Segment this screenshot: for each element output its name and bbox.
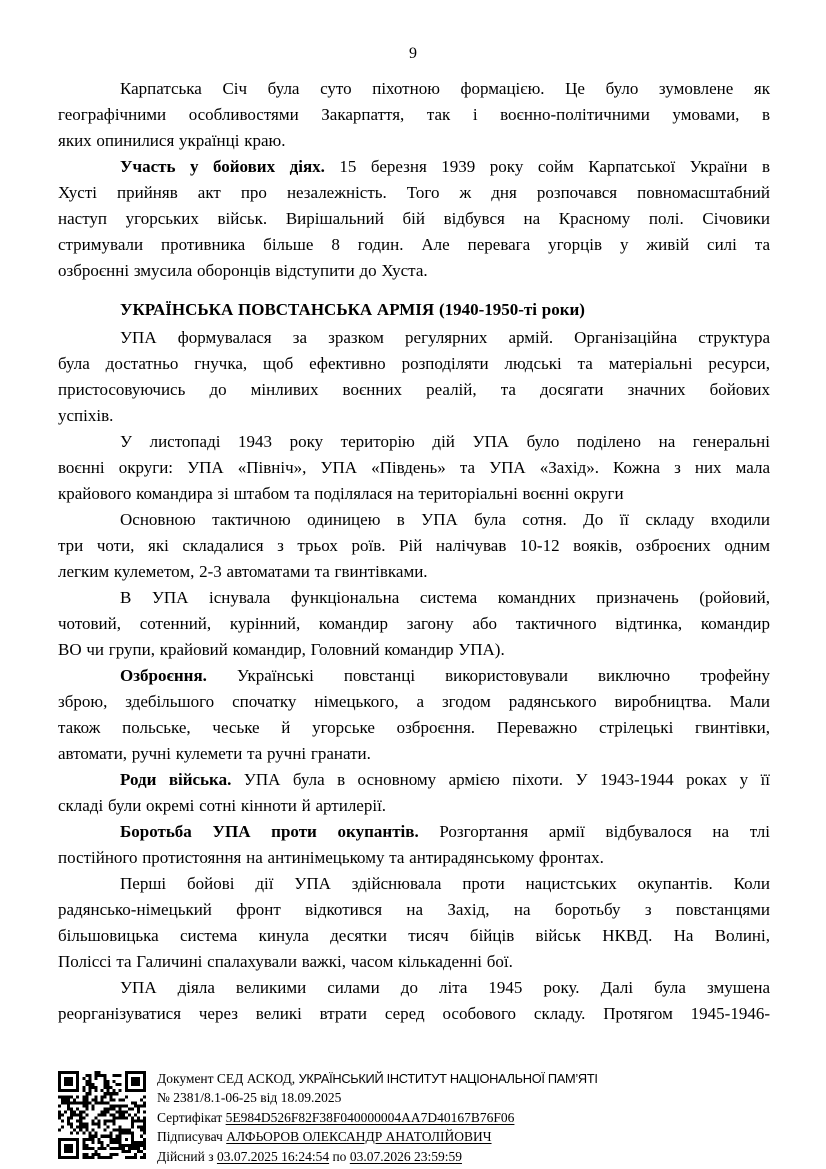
text-line: УПА формувалася за зразком регулярних армій. Організаційна структура	[120, 328, 770, 347]
text-line: стримували противника більше 8 годин. Але перевага угорців у живій силі та	[58, 235, 770, 254]
text-line: радянсько-німецький фронт відкотився на Захід, на боротьбу з повстанцями	[58, 900, 770, 919]
stamp-validity-line	[157, 1147, 598, 1166]
stamp-cert-value: 5E984D526F82F38F040000004AA7D40167B76F06	[225, 1109, 515, 1125]
text-line: воєнні округи: УПА «Північ», УПА «Південь» та УПА «Захід». Кожна з них мала	[58, 458, 770, 477]
paragraph	[58, 585, 770, 663]
text-line: У листопаді 1943 року територію дій УПА було поділено на генеральні	[120, 432, 770, 451]
stamp-doc-label: Документ СЕД АСКОД,	[157, 1071, 299, 1086]
document-body	[58, 76, 770, 1027]
paragraph	[58, 76, 770, 154]
text-line: реорганізуватися через великі втрати серед особового складу. Протягом 1945-1946-	[58, 1004, 770, 1023]
paragraph	[58, 507, 770, 585]
stamp-valid-separator: по	[329, 1148, 350, 1164]
text-line: яких опинилися українці краю.	[58, 131, 286, 150]
digital-signature-stamp	[58, 1068, 598, 1166]
text-line: Поліссі та Галичині спалахували важкі, часом кількаденні бої.	[58, 952, 513, 971]
section-heading: УКРАЇНСЬКА ПОВСТАНСЬКА АРМІЯ (1940-1950-ті роки)	[120, 300, 585, 319]
paragraph	[58, 767, 770, 819]
text-line: В УПА існувала функціональна система командних призначень (ройовий,	[120, 588, 770, 607]
text-line: Участь у бойових діях. 15 березня 1939 року сойм Карпатської України в	[120, 157, 770, 176]
text-line: Перші бойові дії УПА здійснювала проти нацистських окупантів. Коли	[120, 874, 770, 893]
paragraph	[58, 154, 770, 284]
stamp-signer-label: Підписувач	[157, 1129, 227, 1145]
qr-code	[58, 1071, 146, 1159]
stamp-signer-line	[157, 1127, 598, 1146]
qr-code-image	[58, 1071, 146, 1159]
stamp-number-line: № 2381/8.1-06-25 від 18.09.2025	[157, 1090, 342, 1106]
text-line: складі були окремі сотні кінноти й артилерії.	[58, 796, 387, 815]
paragraph	[58, 871, 770, 975]
text-line: постійного протистояння на антинімецькому та антирадянському фронтах.	[58, 848, 604, 867]
text-line: пристосовуючись до мінливих воєнних реалій, та досягати значних бойових	[58, 380, 770, 399]
paragraph	[58, 663, 770, 767]
text-line: успіхів.	[58, 406, 114, 425]
paragraph-lead: Роди війська.	[120, 770, 232, 789]
text-line: легким кулеметом, 2-3 автоматами та гвинтівками.	[58, 562, 428, 581]
text-line: крайового командира зі штабом та поділялася на територіальні воєнні округи	[58, 484, 624, 503]
page-number: 9	[409, 45, 417, 62]
text-line: чотовий, сотенний, курінний, командир загону або тактичного відтинка, командир	[58, 614, 770, 633]
stamp-org-name: УКРАЇНСЬКИЙ ІНСТИТУТ НАЦІОНАЛЬНОЇ ПАМ’ЯТІ	[298, 1071, 598, 1086]
text-line: наступ угорських військ. Вирішальний бій відбувся на Красному полі. Січовики	[58, 209, 770, 228]
text-line: Озброєння. Українські повстанці використовували виключно трофейну	[120, 666, 770, 685]
text-line: Основною тактичною одиницею в УПА була сотня. До її складу входили	[120, 510, 770, 529]
text-line: також польське, чеське й угорське озброєння. Переважно стрілецькі гвинтівки,	[58, 718, 770, 737]
paragraph-lead: Боротьба УПА проти окупантів.	[120, 822, 419, 841]
paragraph-lead: Озброєння.	[120, 666, 207, 685]
stamp-valid-label: Дійсний з	[157, 1148, 217, 1164]
text-line: зброю, здебільшого спочатку німецького, а згодом радянського виробництва. Мали	[58, 692, 770, 711]
text-line: ВО чи групи, крайовий командир, Головний командир УПА).	[58, 640, 505, 659]
paragraph-lead: Участь у бойових діях.	[120, 157, 325, 176]
stamp-text	[157, 1068, 598, 1166]
text-line: більшовицька система кинула десятки тисяч бійців військ НКВД. На Волині,	[58, 926, 770, 945]
text-line: Боротьба УПА проти окупантів. Розгортання армії відбувалося на тлі	[120, 822, 770, 841]
text-line: Роди війська. УПА була в основному армією піхоти. У 1943-1944 роках у її	[120, 770, 770, 789]
text-line: автомати, ручні кулемети та ручні гранати.	[58, 744, 371, 763]
stamp-certificate-line	[157, 1108, 598, 1127]
paragraph	[58, 429, 770, 507]
text-line: Карпатська Січ була суто піхотною формацією. Це було зумовлене як	[120, 79, 770, 98]
text-line: озброєнні змусила оборонців відступити до Хуста.	[58, 261, 428, 280]
text-line: географічними особливостями Закарпаття, так і воєнно-політичними умовами, в	[58, 105, 770, 124]
text-line: була достатньо гнучка, щоб ефективно розподіляти людські та матеріальні ресурси,	[58, 354, 770, 373]
stamp-cert-label: Сертифікат	[157, 1109, 226, 1125]
paragraph	[58, 819, 770, 871]
stamp-document-line	[157, 1069, 598, 1088]
text-line: три чоти, які складалися з трьох роїв. Рій налічував 10-12 вояків, озброєних одним	[58, 536, 770, 555]
stamp-valid-to: 03.07.2026 23:59:59	[349, 1148, 462, 1164]
paragraph	[58, 325, 770, 429]
stamp-valid-from: 03.07.2025 16:24:54	[216, 1148, 330, 1164]
paragraph	[58, 975, 770, 1027]
text-line: Хусті прийняв акт про незалежність. Того ж дня розпочався повномасштабний	[58, 183, 770, 202]
text-line: УПА діяла великими силами до літа 1945 року. Далі була змушена	[120, 978, 770, 997]
stamp-signer-name: АЛФЬОРОВ ОЛЕКСАНДР АНАТОЛІЙОВИЧ	[226, 1129, 492, 1145]
